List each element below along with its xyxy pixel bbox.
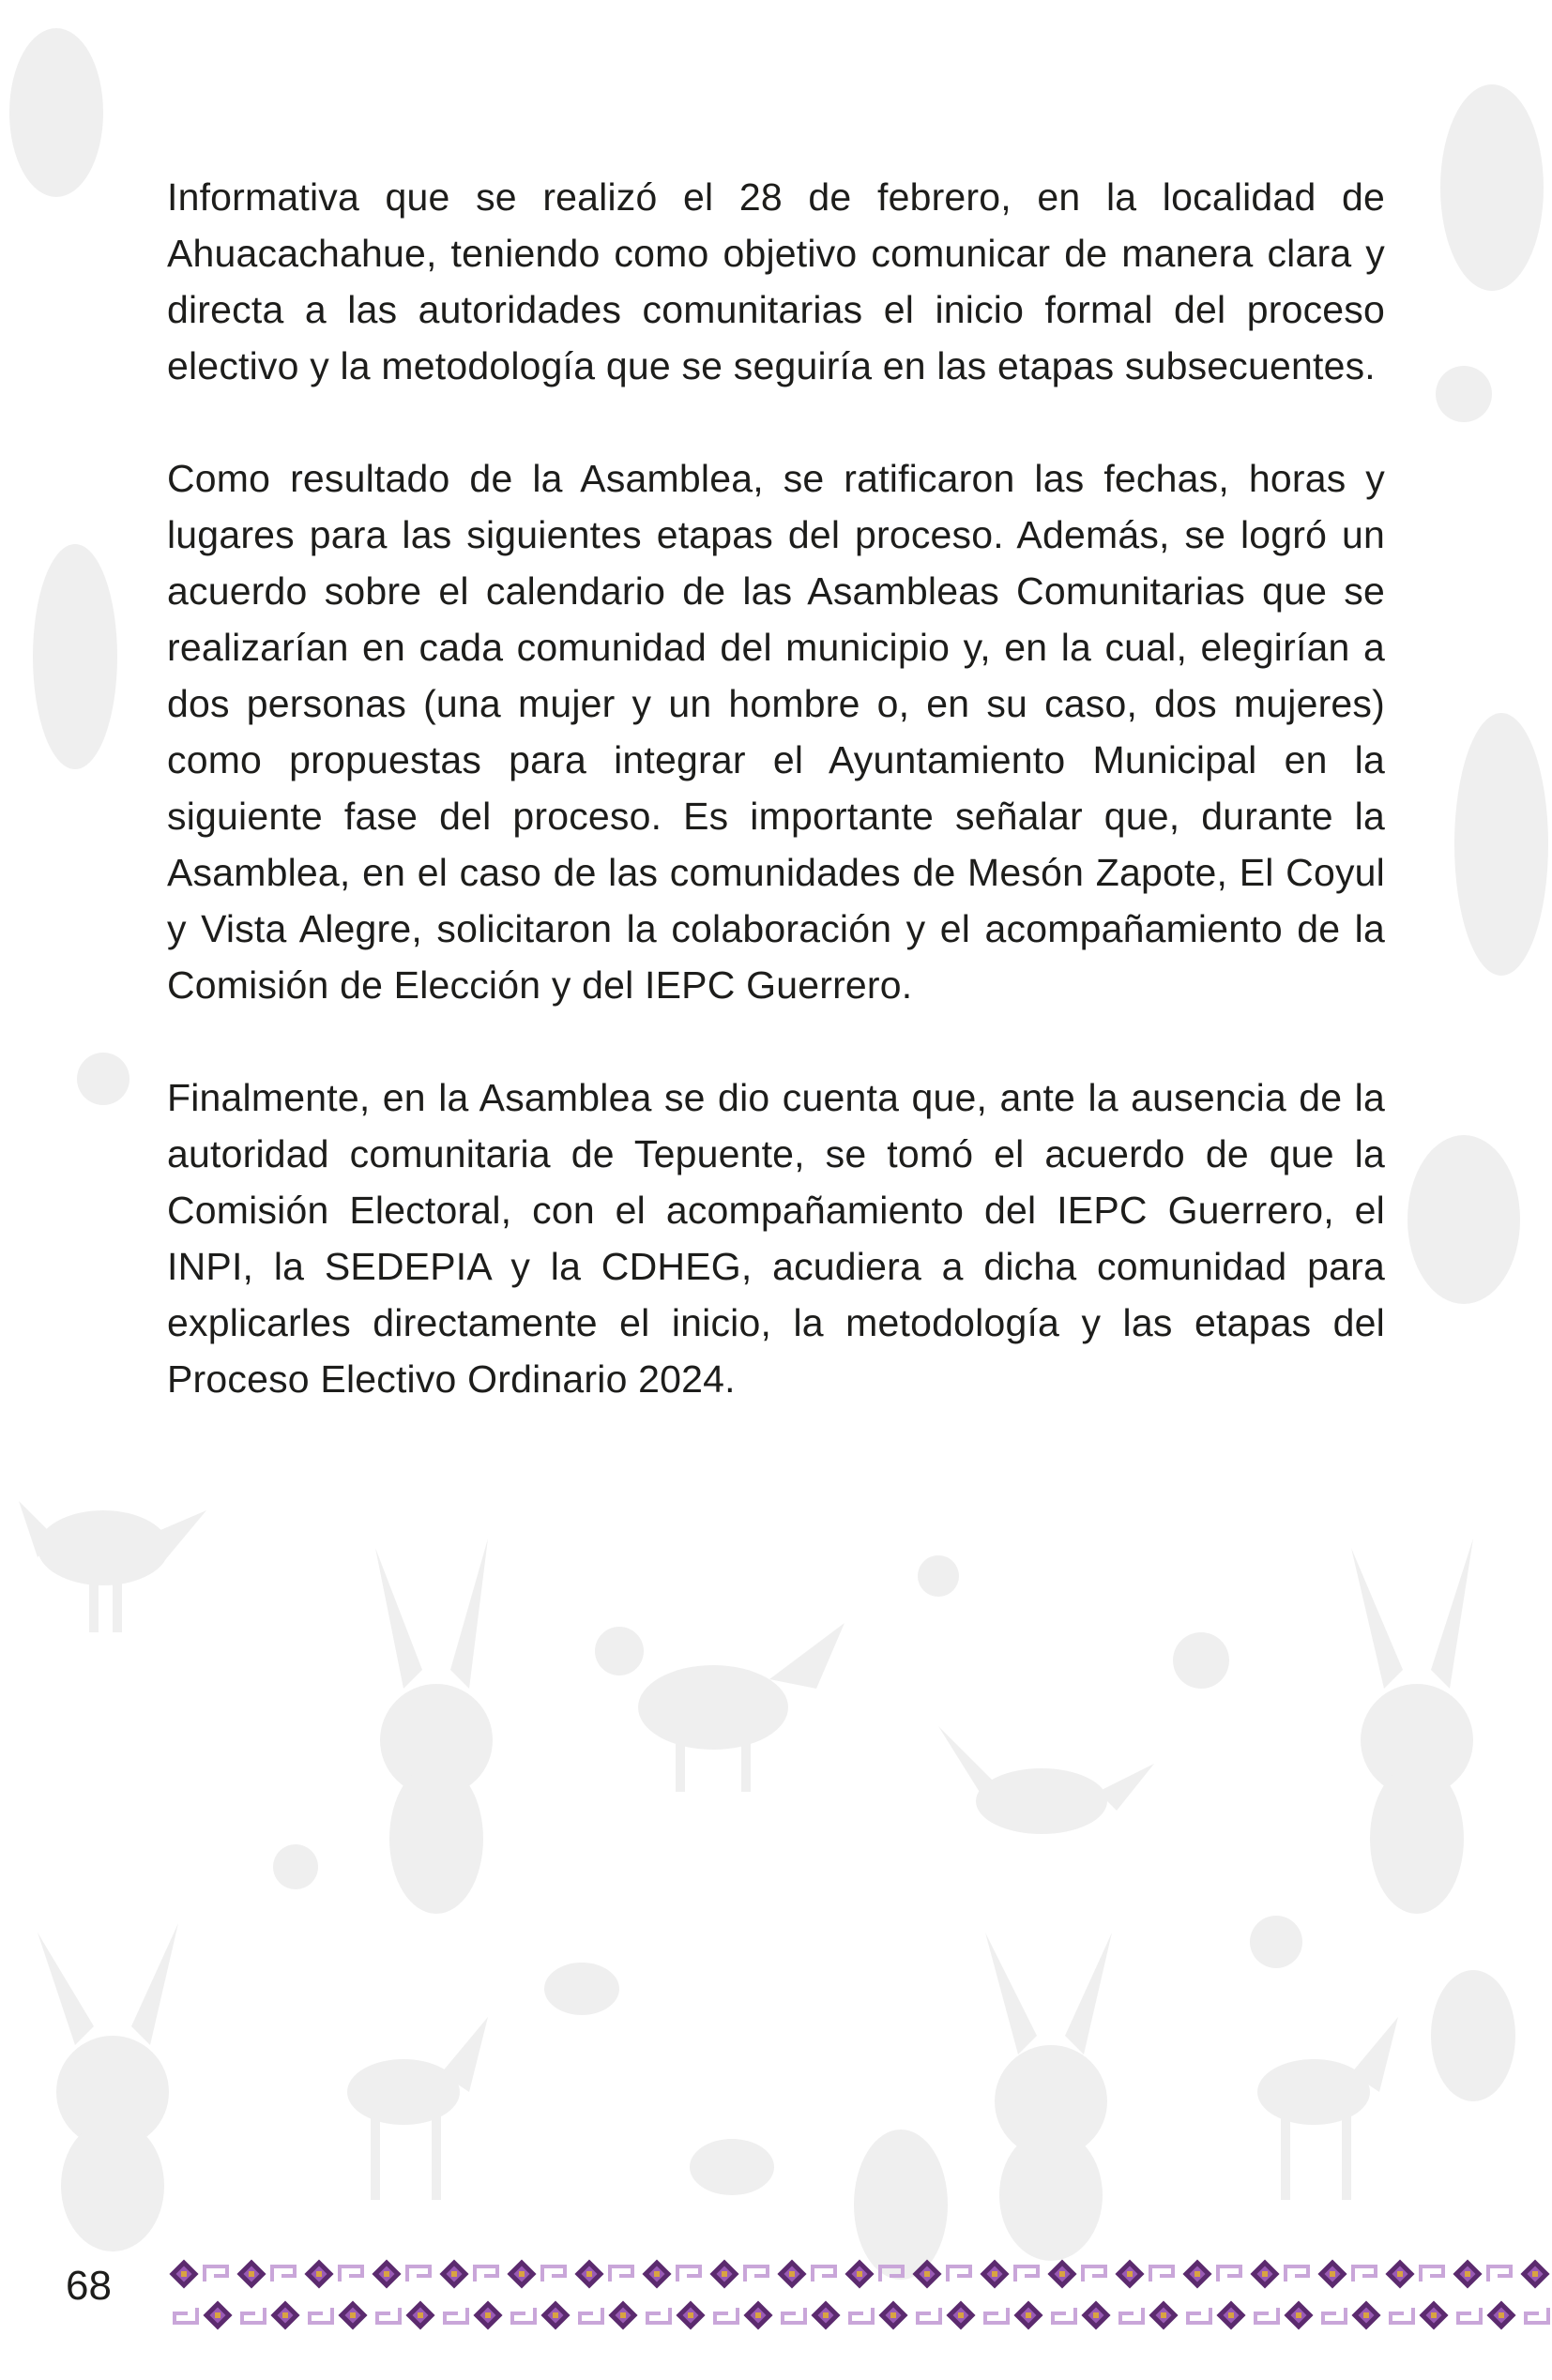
body-text [167,169,1385,1463]
paragraph-2: Como resultado de la Asamblea, se ratificaron las fechas, horas y lugares para las siguientes etapas del proceso. Además, se logró un acuerdo sobre el calendario de las Asambleas Comunitarias que se realizarían en cada comunidad del municipio y, en la cual, elegirían a dos personas (una mujer y un hombre o, en su caso, dos mujeres) como propuestas para integrar el Ayuntamiento Municipal en la siguiente fase del proceso. Es importante señalar que, durante la Asamblea, en el caso de las comunidades de Mesón Zapote, El Coyul y Vista Alegre, solicitaron la colaboración y el acompañamiento de la Comisión de Elección y del IEPC Guerrero. [167,457,1385,1007]
paragraph-3: Finalmente, en la Asamblea se dio cuenta que, ante la ausencia de la autoridad comunitaria de Tepuente, se tomó el acuerdo de que la Comisión Electoral, con el acompañamiento del IEPC Guerrero, el INPI, la SEDEPIA y la CDHEG, acudiera a dicha comunidad para explicarles directamente el inicio, la metodología y las etapas del Proceso Electivo Ordinario 2024. [167,1076,1385,1401]
page-number: 68 [66,2263,112,2309]
paragraph-1: Informativa que se realizó el 28 de febrero, en la localidad de Ahuacachahue, teniendo como objetivo comunicar de manera clara y directa a las autoridades comunitarias el inicio formal del proceso electivo y la metodología que se seguiría en las etapas subsecuentes. [167,175,1385,387]
embroidered-border [167,2250,1552,2340]
